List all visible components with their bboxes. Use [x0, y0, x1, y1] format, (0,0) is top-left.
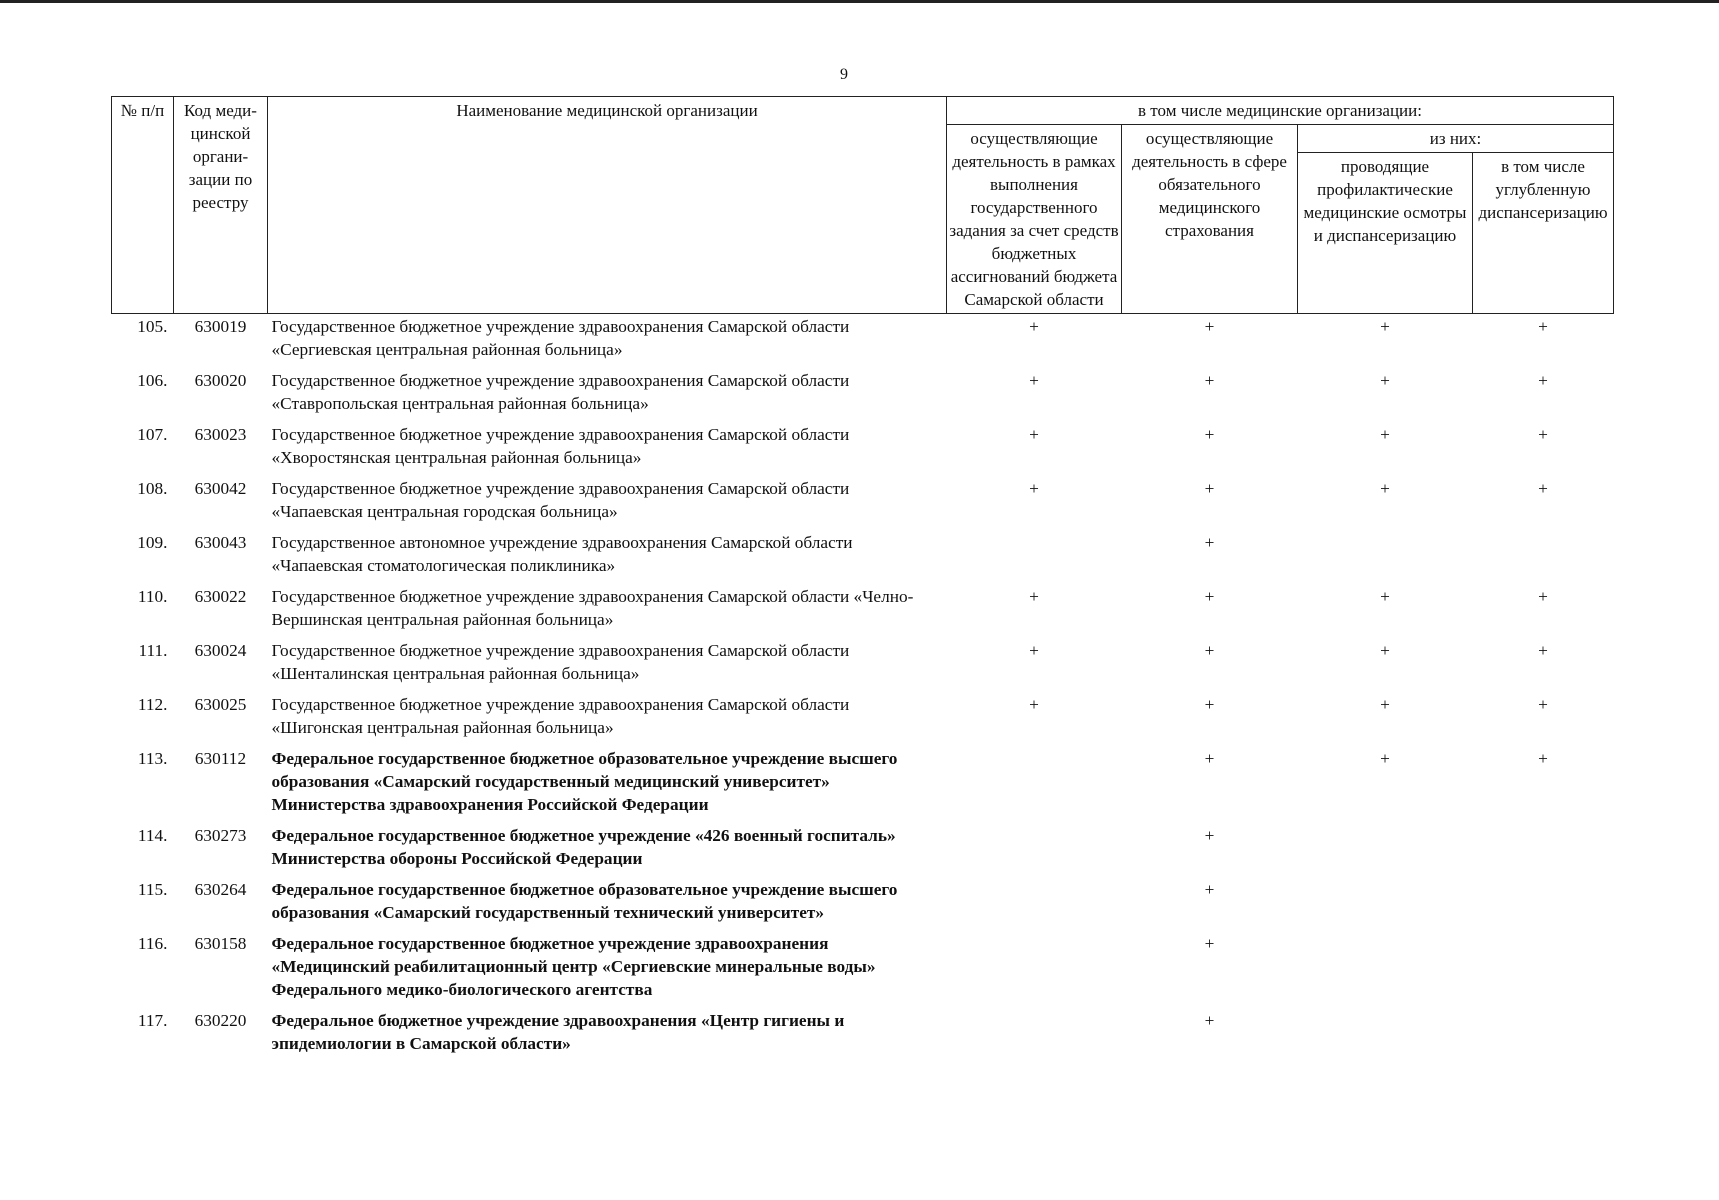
header-num: № п/п — [112, 97, 174, 314]
table-row — [112, 477, 1614, 531]
table-header — [112, 97, 1614, 314]
row-oms-mark: + — [1204, 425, 1215, 444]
row-number: 110. — [137, 587, 168, 606]
row-budget-mark: + — [1029, 479, 1039, 498]
row-prophylaxis-mark: + — [1380, 371, 1390, 390]
row-oms-mark: + — [1204, 695, 1215, 714]
table-row — [112, 1009, 1614, 1063]
header-deep: в том числе углубленную диспансеризацию — [1473, 153, 1614, 314]
table-row — [112, 932, 1614, 1009]
row-deep-mark — [1473, 1009, 1614, 1063]
top-border-rule — [0, 0, 1719, 3]
row-oms-mark: + — [1204, 317, 1215, 336]
row-number: 108. — [137, 479, 168, 498]
row-budget-mark: + — [1029, 371, 1039, 390]
row-number: 113. — [137, 749, 168, 768]
row-deep-mark: + — [1538, 695, 1548, 714]
row-deep-mark — [1473, 824, 1614, 878]
row-number: 109. — [137, 533, 168, 552]
row-code: 630020 — [194, 371, 247, 390]
row-prophylaxis-mark: + — [1380, 425, 1390, 444]
row-deep-mark — [1473, 531, 1614, 585]
row-prophylaxis-mark — [1298, 531, 1473, 585]
table-row — [112, 585, 1614, 639]
row-deep-mark: + — [1538, 749, 1548, 768]
table-row — [112, 878, 1614, 932]
row-code: 630019 — [194, 317, 247, 336]
table-row — [112, 639, 1614, 693]
row-number: 112. — [137, 695, 168, 714]
header-group: в том числе медицинские организации: — [947, 97, 1614, 125]
row-deep-mark: + — [1538, 425, 1548, 444]
row-budget-mark — [947, 824, 1122, 878]
row-prophylaxis-mark — [1298, 1009, 1473, 1063]
header-budget: осуществляющие деятельность в рамках выполнения государственного задания за счет средств бюджетных ассигнований бюджета Самарской области — [947, 125, 1122, 314]
row-name: Государственное бюджетное учреждение здравоохранения Самарской области «Шигонская центральная районная больница» — [271, 695, 850, 737]
row-prophylaxis-mark: + — [1380, 641, 1390, 660]
row-code: 630112 — [194, 749, 247, 768]
row-deep-mark — [1473, 878, 1614, 932]
page-number: 9 — [840, 66, 848, 83]
row-code: 630158 — [194, 934, 247, 953]
table-row — [112, 531, 1614, 585]
row-oms-mark: + — [1204, 533, 1215, 552]
row-oms-mark: + — [1204, 934, 1215, 953]
row-oms-mark: + — [1204, 826, 1215, 845]
row-number: 105. — [137, 317, 168, 336]
organizations-table — [111, 96, 1614, 1063]
row-deep-mark: + — [1538, 641, 1548, 660]
row-deep-mark: + — [1538, 371, 1548, 390]
row-number: 117. — [137, 1011, 168, 1030]
row-budget-mark: + — [1029, 695, 1039, 714]
row-number: 107. — [137, 425, 168, 444]
row-code: 630273 — [194, 826, 247, 845]
table-row — [112, 369, 1614, 423]
row-name: Федеральное государственное бюджетное учреждение здравоохранения «Медицинский реабилитационный центр «Сергиевские минеральные воды» Федерального медико-биологического агентства — [271, 934, 876, 999]
row-prophylaxis-mark: + — [1380, 587, 1390, 606]
row-name: Государственное бюджетное учреждение здравоохранения Самарской области «Чапаевская центральная городская больница» — [271, 479, 850, 521]
table-row — [112, 423, 1614, 477]
row-prophylaxis-mark: + — [1380, 479, 1390, 498]
row-oms-mark: + — [1204, 1011, 1215, 1030]
row-code: 630023 — [194, 425, 247, 444]
row-number: 114. — [137, 826, 168, 845]
row-budget-mark — [947, 932, 1122, 1009]
row-name: Государственное бюджетное учреждение здравоохранения Самарской области «Ставропольская центральная районная больница» — [271, 371, 850, 413]
row-number: 106. — [137, 371, 168, 390]
row-number: 111. — [138, 641, 168, 660]
row-prophylaxis-mark — [1298, 932, 1473, 1009]
row-name: Государственное бюджетное учреждение здравоохранения Самарской области «Челно-Вершинская центральная районная больница» — [271, 587, 914, 629]
row-name: Федеральное государственное бюджетное учреждение «426 военный госпиталь» Министерства обороны Российской Федерации — [271, 826, 896, 868]
row-budget-mark: + — [1029, 317, 1039, 336]
row-prophylaxis-mark — [1298, 878, 1473, 932]
row-oms-mark: + — [1204, 641, 1215, 660]
row-name: Государственное бюджетное учреждение здравоохранения Самарской области «Хворостянская центральная районная больница» — [271, 425, 850, 467]
row-prophylaxis-mark: + — [1380, 695, 1390, 714]
table-body — [112, 314, 1614, 1064]
header-subgroup: из них: — [1298, 125, 1614, 153]
row-oms-mark: + — [1204, 371, 1215, 390]
header-name: Наименование медицинской организации — [268, 97, 947, 314]
row-deep-mark — [1473, 932, 1614, 1009]
row-code: 630042 — [194, 479, 247, 498]
row-oms-mark: + — [1204, 749, 1215, 768]
row-code: 630264 — [194, 880, 247, 899]
row-name: Федеральное государственное бюджетное образовательное учреждение высшего образования «Самарский государственный технический университет» — [271, 880, 898, 922]
row-budget-mark — [947, 1009, 1122, 1063]
row-name: Государственное бюджетное учреждение здравоохранения Самарской области «Сергиевская центральная районная больница» — [271, 317, 850, 359]
table-row — [112, 747, 1614, 824]
row-oms-mark: + — [1204, 880, 1215, 899]
row-prophylaxis-mark — [1298, 824, 1473, 878]
row-oms-mark: + — [1204, 587, 1215, 606]
row-number: 115. — [137, 880, 168, 899]
row-name: Федеральное государственное бюджетное образовательное учреждение высшего образования «Самарский государственный медицинский университет» Министерства здравоохранения Российской Федерации — [271, 749, 898, 814]
header-oms: осуществляющие деятельность в сфере обязательного медицинского страхования — [1122, 125, 1298, 314]
row-deep-mark: + — [1538, 587, 1548, 606]
row-code: 630022 — [194, 587, 247, 606]
row-prophylaxis-mark: + — [1380, 317, 1390, 336]
row-budget-mark: + — [1029, 425, 1039, 444]
row-code: 630043 — [194, 533, 247, 552]
row-deep-mark: + — [1538, 479, 1548, 498]
row-name: Федеральное бюджетное учреждение здравоохранения «Центр гигиены и эпидемиологии в Самарской области» — [271, 1011, 845, 1053]
row-code: 630220 — [194, 1011, 247, 1030]
row-budget-mark — [947, 747, 1122, 824]
row-oms-mark: + — [1204, 479, 1215, 498]
row-prophylaxis-mark: + — [1380, 749, 1390, 768]
row-name: Государственное автономное учреждение здравоохранения Самарской области «Чапаевская стоматологическая поликлиника» — [271, 533, 853, 575]
row-deep-mark: + — [1538, 317, 1548, 336]
header-code: Код меди-цинской органи-зации по реестру — [174, 97, 268, 314]
table-row — [112, 824, 1614, 878]
table-row — [112, 693, 1614, 747]
row-budget-mark — [947, 878, 1122, 932]
row-code: 630024 — [194, 641, 247, 660]
row-number: 116. — [137, 934, 168, 953]
table-row — [112, 314, 1614, 370]
row-code: 630025 — [194, 695, 247, 714]
header-prophylaxis: проводящие профилактические медицинские осмотры и диспансеризацию — [1298, 153, 1473, 314]
row-budget-mark: + — [1029, 641, 1039, 660]
row-budget-mark — [947, 531, 1122, 585]
row-name: Государственное бюджетное учреждение здравоохранения Самарской области «Шенталинская центральная районная больница» — [271, 641, 850, 683]
row-budget-mark: + — [1029, 587, 1039, 606]
